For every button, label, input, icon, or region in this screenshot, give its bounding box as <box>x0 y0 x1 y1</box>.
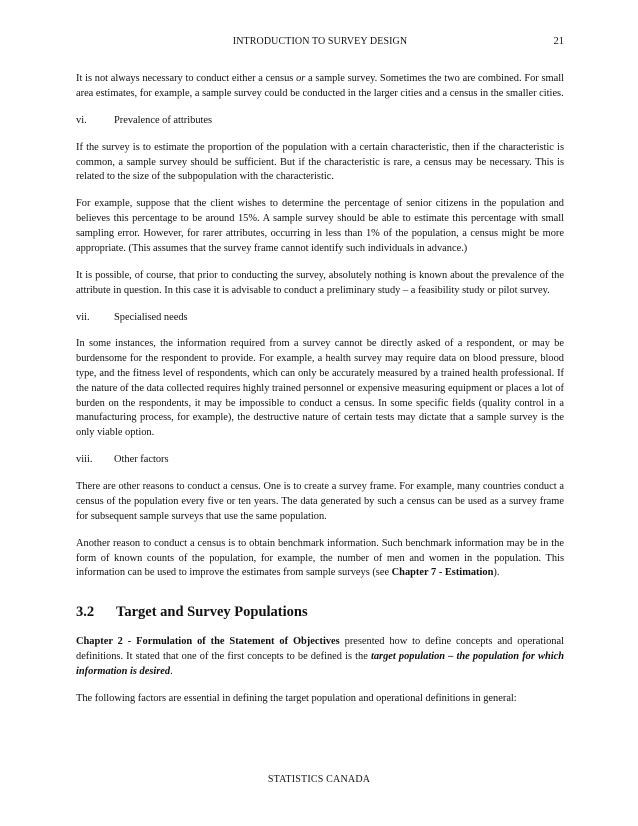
page-body <box>76 72 564 719</box>
subheading-number: vii. <box>76 311 90 323</box>
section-heading <box>76 603 564 621</box>
paragraph-factors: The following factors are essential in defining the target population and operational definitions in general: <box>76 692 517 704</box>
paragraph-target-population: Chapter 2 - Formulation of the Statement of Objectives presented how to define concepts and operational definitions. It stated that one of the first concepts to be defined is the target population – the population for which information is desired. <box>76 636 564 677</box>
target-population-definition: target population – the population for which information is desired <box>76 651 564 677</box>
subheading-prevalence <box>76 114 564 129</box>
paragraph-senior-example: For example, suppose that the client wishes to determine the percentage of senior citizens in the population and believes this percentage to be around 15%. A sample survey should be able to estimate this percentage with small sampling error. However, for rarer attributes, occurring in less than 1% of the population, a census might be more appropriate. (This assumes that the survey frame cannot identify such individuals in advance.) <box>76 198 564 254</box>
page-number: 21 <box>553 36 564 47</box>
section-number: 3.2 <box>76 604 95 621</box>
paragraph-specialised: In some instances, the information required from a survey cannot be directly asked of a respondent, or may be burdensome for the respondent to provide. For example, a health survey may require data on blood pressure, blood type, and the fitness level of respondents, which can only be accurately measured by a trained health professional. If the nature of the data collected requires highly trained personnel or expensive measuring equipment or places a lot of burden on the respondents, it may be impossible to conduct a census. In some specific fields (quality control in a manufacturing process, for example), the destructive nature of certain tests may dictate that a sample survey is the only viable option. <box>76 338 564 439</box>
paragraph-combined-approach: It is not always necessary to conduct either a census or a sample survey. Sometimes the two are combined. For small area estimates, for example, a sample survey could be conducted in the larger cities and a census in the smaller cities. <box>76 73 564 99</box>
running-title: INTRODUCTION TO SURVEY DESIGN <box>232 36 408 47</box>
paragraph-benchmark: Another reason to conduct a census is to obtain benchmark information. Such benchmark information may be in the form of known counts of the population, for example, the number of men and women in the population. This information can be used to improve the estimates from sample surveys (see Chapter 7 - Estimation). <box>76 537 564 579</box>
emphasis-or: or <box>296 73 306 84</box>
page-footer: STATISTICS CANADA <box>267 774 371 785</box>
subheading-title: Prevalence of attributes <box>114 114 213 126</box>
chapter-2-reference: Chapter 2 - Formulation of the Statement of Objectives <box>76 636 340 648</box>
subheading-title: Specialised needs <box>114 311 188 323</box>
subheading-other-factors <box>76 453 564 468</box>
page-header <box>76 36 564 50</box>
paragraph-proportion: If the survey is to estimate the proportion of the population with a certain characteristic, then if the characteristic is common, a sample survey should be sufficient. But if the characteristic is rare, a census may be necessary. This is related to the size of the subpopulation with the characteristic. <box>76 141 564 183</box>
subheading-specialised-needs <box>76 311 564 326</box>
chapter-7-reference: Chapter 7 - Estimation <box>391 567 494 579</box>
subheading-number: viii. <box>76 454 93 466</box>
subheading-title: Other factors <box>114 454 169 466</box>
paragraph-survey-frame: There are other reasons to conduct a census. One is to create a survey frame. For example, many countries conduct a census of the population every five or ten years. The data generated by such a census can be used as a survey frame for subsequent sample surveys that use the same population. <box>76 481 564 522</box>
subheading-number: vi. <box>76 114 87 126</box>
section-title: Target and Survey Populations <box>116 604 308 621</box>
paragraph-prior-knowledge: It is possible, of course, that prior to conducting the survey, absolutely nothing is known about the prevalence of the attribute in question. In this case it is advisable to conduct a preliminary study – a feasibility study or pilot survey. <box>76 269 564 296</box>
